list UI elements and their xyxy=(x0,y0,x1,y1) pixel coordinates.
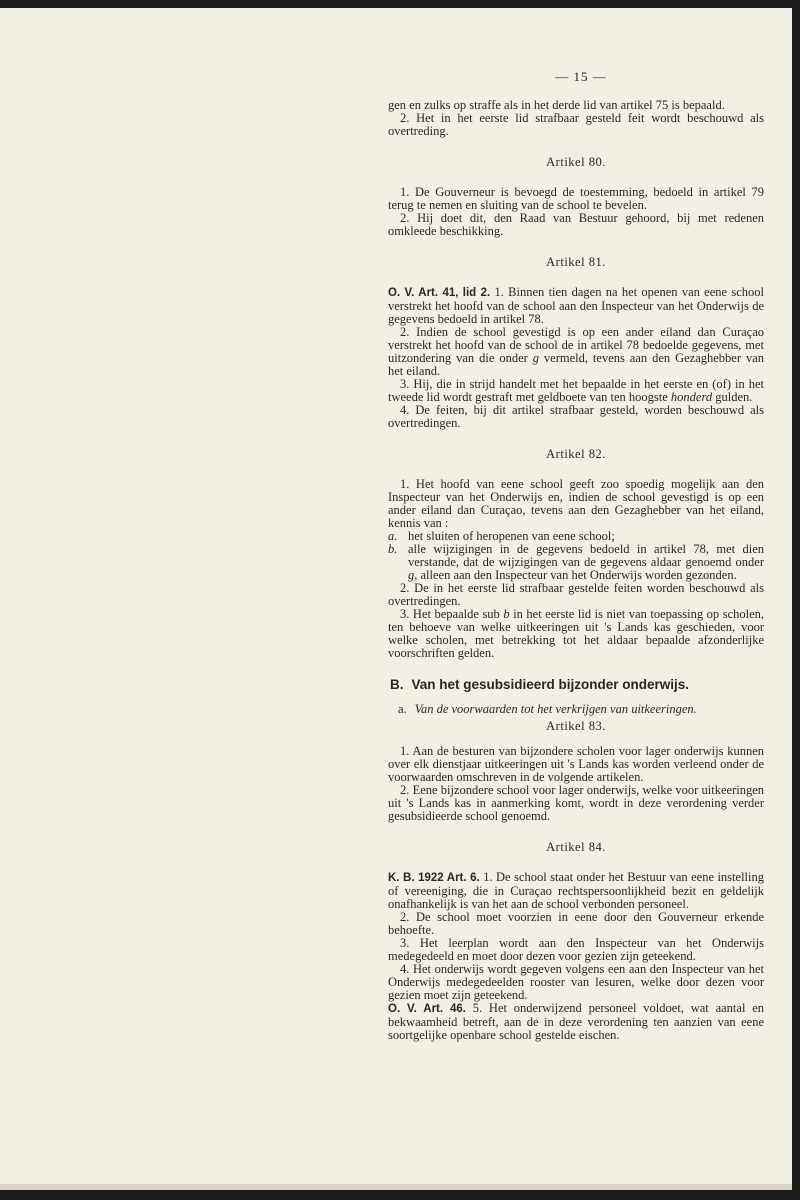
art79-paragraph-2: 2. Het in het eerste lid strafbaar gesteld feit wordt beschouwd als overtreding. xyxy=(388,111,764,138)
art84-paragraph-3: 3. Het leerplan wordt aan den Inspecteur van het Onderwijs medegedeeld en moet door dezen voor gezien zijn geteekend. xyxy=(388,936,764,963)
art82-list-item-b: b. alle wijzigingen in de gegevens bedoeld in artikel 78, met dien verstande, dat de wijzigingen van de gegevens aldaar genoemd onder g, alleen aan den Inspecteur van het Onderwijs worden gezonden. xyxy=(388,542,764,582)
page-number: — 15 — xyxy=(555,69,607,84)
subsection-a-heading: a. Van de voorwaarden tot het verkrijgen van uitkeeringen. xyxy=(398,702,697,716)
art84-legal-reference-2: O. V. Art. 46. xyxy=(388,1003,466,1015)
art81-paragraph-1: O. V. Art. 41, lid 2. 1. Binnen tien dagen na het openen van eene school verstrekt het hoofd van de school aan den Inspecteur van het Onderwijs de gegevens bedoeld in artikel 78. xyxy=(388,285,765,326)
article-81-title: Artikel 81. xyxy=(546,255,606,269)
art84-legal-reference-1: K. B. 1922 Art. 6. xyxy=(388,872,480,884)
art82-paragraph-1: 1. Het hoofd van eene school geeft zoo spoedig mogelijk aan den Inspecteur van het Onderwijs en, indien de school gevestigd is op een ander eiland dan Curaçao, tevens aan den Gezaghebber van het eiland, kennis van : xyxy=(388,477,764,530)
article-84-title: Artikel 84. xyxy=(546,840,606,854)
article-83-title: Artikel 83. xyxy=(546,719,606,733)
article-80-title: Artikel 80. xyxy=(546,155,606,169)
art80-paragraph-2: 2. Hij doet dit, den Raad van Bestuur gehoord, bij met redenen omkleede beschikking. xyxy=(388,211,764,238)
art84-paragraph-4: 4. Het onderwijs wordt gegeven volgens een aan den Inspecteur van het Onderwijs medegedeelden rooster van lesuren, welke door dezen voor gezien moet zijn geteekend. xyxy=(388,962,764,1002)
art81-paragraph-2: 2. Indien de school gevestigd is op een ander eiland dan Curaçao verstrekt het hoofd van de school de in artikel 78 bedoelde gegevens, met uitzondering van die onder g vermeld, tevens aan den Gezaghebber van het eiland. xyxy=(388,325,764,378)
text-column xyxy=(388,70,764,1042)
section-b-heading: B. Van het gesubsidieerd bijzonder onderwijs. xyxy=(390,677,690,692)
art81-legal-reference: O. V. Art. 41, lid 2. xyxy=(388,287,491,299)
art79-continuation: gen en zulks op straffe als in het derde lid van artikel 75 is bepaald. xyxy=(388,98,725,112)
article-82-title: Artikel 82. xyxy=(546,447,606,461)
art81-paragraph-4: 4. De feiten, bij dit artikel strafbaar gesteld, worden beschouwd als overtredingen. xyxy=(388,403,764,430)
art84-paragraph-2: 2. De school moet voorzien in eene door den Gouverneur erkende behoefte. xyxy=(388,910,764,937)
art82-paragraph-2: 2. De in het eerste lid strafbaar gestelde feiten worden beschouwd als overtredingen. xyxy=(388,581,764,608)
scan-border-bottom xyxy=(0,1190,800,1200)
art82-list-item-a: a. het sluiten of heropenen van eene school; xyxy=(388,529,615,543)
art83-paragraph-2: 2. Eene bijzondere school voor lager onderwijs, welke voor uitkeeringen uit 's Lands kas in aanmerking komt, wordt in deze verordening verder gesubsidieerde school genoemd. xyxy=(388,783,764,823)
art84-paragraph-5: O. V. Art. 46. 5. Het onderwijzend personeel voldoet, wat aantal en bekwaamheid betreft, aan de in deze verordening ten aanzien van eene soortgelijke openbare school gestelde eischen. xyxy=(388,1001,765,1042)
scan-border-right xyxy=(792,0,800,1200)
art80-paragraph-1: 1. De Gouverneur is bevoegd de toestemming, bedoeld in artikel 79 terug te nemen en sluiting van de school te bevelen. xyxy=(388,185,764,212)
art83-paragraph-1: 1. Aan de besturen van bijzondere scholen voor lager onderwijs kunnen over elk dienstjaar uitkeeringen uit 's Lands kas worden verleend onder de voorwaarden omschreven in de volgende artikelen. xyxy=(388,744,764,784)
scan-border-top xyxy=(0,0,800,8)
art81-paragraph-3: 3. Hij, die in strijd handelt met het bepaalde in het eerste en (of) in het tweede lid wordt gestraft met geldboete van ten hoogste honderd gulden. xyxy=(388,377,764,404)
art84-paragraph-1: K. B. 1922 Art. 6. 1. De school staat onder het Bestuur van eene instelling of vereeniging, die in Curaçao rechtspersoonlijkheid bezit en geldelijk onafhankelijk is van het aan de school verbonden personeel. xyxy=(388,870,764,911)
art82-paragraph-3: 3. Het bepaalde sub b in het eerste lid is niet van toepassing op scholen, ten behoeve van welke uitkeeringen uit 's Lands kas geschieden, voor welke scholen, met betrekking tot het aldaar bepaalde afzonderlijke voorschriften gelden. xyxy=(388,607,765,660)
